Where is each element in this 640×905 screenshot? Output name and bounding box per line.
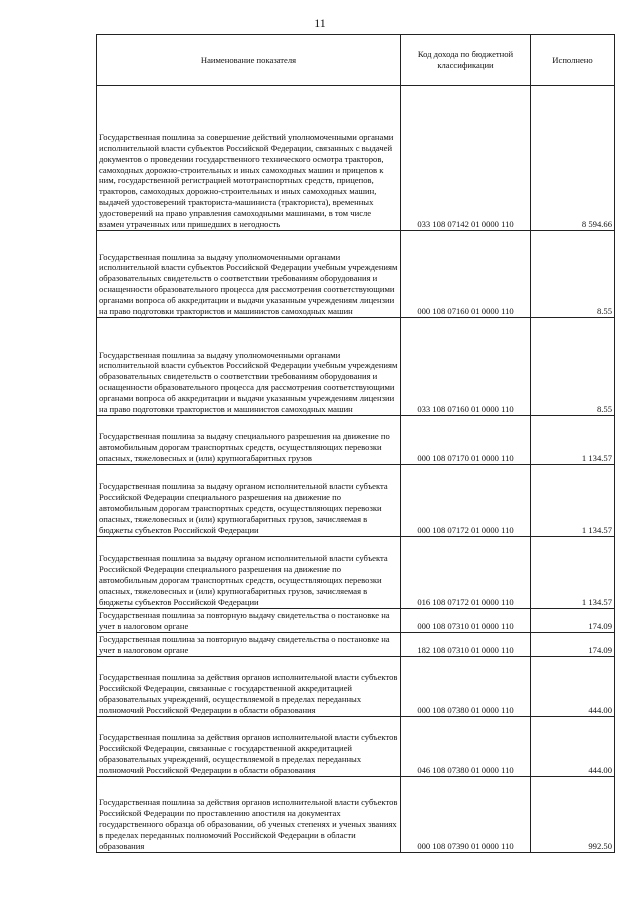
executed-value-cell: 174.09 — [531, 609, 615, 633]
budget-code-cell: 000 108 07172 01 0000 110 — [401, 465, 531, 537]
table-row — [97, 633, 615, 657]
table-header-row — [97, 35, 615, 86]
executed-value-cell: 8 594.66 — [531, 86, 615, 231]
executed-value-cell: 174.09 — [531, 633, 615, 657]
indicator-name-cell: Государственная пошлина за повторную выдачу свидетельства о постановке на учет в налоговом органе — [97, 633, 401, 657]
table-row — [97, 86, 615, 231]
budget-code-cell: 000 108 07160 01 0000 110 — [401, 231, 531, 318]
table-row — [97, 609, 615, 633]
indicator-name-cell: Государственная пошлина за действия органов исполнительной власти субъектов Российской Федерации по проставлению апостиля на документах государственного образца об образовании, об ученых степенях и ученых званиях в пределах переданных полномочий Российской Федерации в области образования — [97, 777, 401, 853]
indicator-name-cell: Государственная пошлина за совершение действий уполномоченными органами исполнительной власти субъектов Российской Федерации, связанных с выдачей документов о проведении государственного технического осмотра тракторов, самоходных дорожно-строительных и иных самоходных машин и прицепов к ним, государственной регистрацией мототранспортных средств, прицепов, тракторов, самоходных дорожно-строительных и иных самоходных машин, выдачей удостоверений тракториста-машиниста (тракториста), временных удостоверений на право управления самоходными машинами, в том числе взамен утраченных или пришедших в негодность — [97, 86, 401, 231]
executed-value-cell: 8.55 — [531, 231, 615, 318]
page-number: 11 — [314, 16, 326, 30]
table-row — [97, 465, 615, 537]
budget-code-cell: 016 108 07172 01 0000 110 — [401, 537, 531, 609]
indicator-name-cell: Государственная пошлина за действия органов исполнительной власти субъектов Российской Федерации, связанные с государственной аккредитацией образовательных учреждений, осуществляемой в пределах переданных полномочий Российской Федерации в области образования — [97, 657, 401, 717]
indicator-name-cell: Государственная пошлина за повторную выдачу свидетельства о постановке на учет в налоговом органе — [97, 609, 401, 633]
budget-code-cell: 000 108 07380 01 0000 110 — [401, 657, 531, 717]
executed-value-cell: 1 134.57 — [531, 465, 615, 537]
indicator-name-cell: Государственная пошлина за выдачу органом исполнительной власти субъекта Российской Федерации специального разрешения на движение по автомобильным дорогам транспортных средств, осуществляющих перевозки опасных, тяжеловесных и (или) крупногабаритных грузов, зачисляемая в бюджеты субъектов Российской Федерации — [97, 465, 401, 537]
indicator-name-cell: Государственная пошлина за выдачу органом исполнительной власти субъекта Российской Федерации специального разрешения на движение по автомобильным дорогам транспортных средств, осуществляющих перевозки опасных, тяжеловесных и (или) крупногабаритных грузов, зачисляемая в бюджеты субъектов Российской Федерации — [97, 537, 401, 609]
header-executed: Исполнено — [531, 35, 615, 86]
table-row — [97, 717, 615, 777]
header-indicator-name: Наименование показателя — [97, 35, 401, 86]
executed-value-cell: 8.55 — [531, 318, 615, 416]
indicator-name-cell: Государственная пошлина за выдачу уполномоченными органами исполнительной власти субъектов Российской Федерации учебным учреждениям образовательных свидетельств о соответствии требованиям оборудования и оснащенности образовательного процесса для рассмотрения соответствующими органами вопроса об аккредитации и выдачи указанным учреждениям лицензии на право подготовки трактористов и машинистов самоходных машин — [97, 318, 401, 416]
budget-code-cell: 182 108 07310 01 0000 110 — [401, 633, 531, 657]
header-budget-code: Код дохода по бюджетной классификации — [401, 35, 531, 86]
budget-code-cell: 033 108 07142 01 0000 110 — [401, 86, 531, 231]
executed-value-cell: 1 134.57 — [531, 537, 615, 609]
budget-code-cell: 046 108 07380 01 0000 110 — [401, 717, 531, 777]
executed-value-cell: 1 134.57 — [531, 416, 615, 465]
executed-value-cell: 992.50 — [531, 777, 615, 853]
budget-code-cell: 000 108 07310 01 0000 110 — [401, 609, 531, 633]
table-row — [97, 318, 615, 416]
table-row — [97, 416, 615, 465]
indicator-name-cell: Государственная пошлина за действия органов исполнительной власти субъектов Российской Федерации, связанные с государственной аккредитацией образовательных учреждений, осуществляемой в пределах переданных полномочий Российской Федерации в области образования — [97, 717, 401, 777]
table-row — [97, 537, 615, 609]
table-row — [97, 777, 615, 853]
budget-code-cell: 033 108 07160 01 0000 110 — [401, 318, 531, 416]
table-row — [97, 657, 615, 717]
executed-value-cell: 444.00 — [531, 657, 615, 717]
budget-table — [96, 34, 615, 853]
budget-code-cell: 000 108 07170 01 0000 110 — [401, 416, 531, 465]
executed-value-cell: 444.00 — [531, 717, 615, 777]
budget-code-cell: 000 108 07390 01 0000 110 — [401, 777, 531, 853]
table-row — [97, 231, 615, 318]
indicator-name-cell: Государственная пошлина за выдачу уполномоченными органами исполнительной власти субъектов Российской Федерации учебным учреждениям образовательных свидетельств о соответствии требованиям оборудования и оснащенности образовательного процесса для рассмотрения соответствующими органами вопроса об аккредитации и выдачи указанным учреждениям лицензии на право подготовки трактористов и машинистов самоходных машин — [97, 231, 401, 318]
indicator-name-cell: Государственная пошлина за выдачу специального разрешения на движение по автомобильным дорогам транспортных средств, осуществляющих перевозки опасных, тяжеловесных и (или) крупногабаритных грузов — [97, 416, 401, 465]
